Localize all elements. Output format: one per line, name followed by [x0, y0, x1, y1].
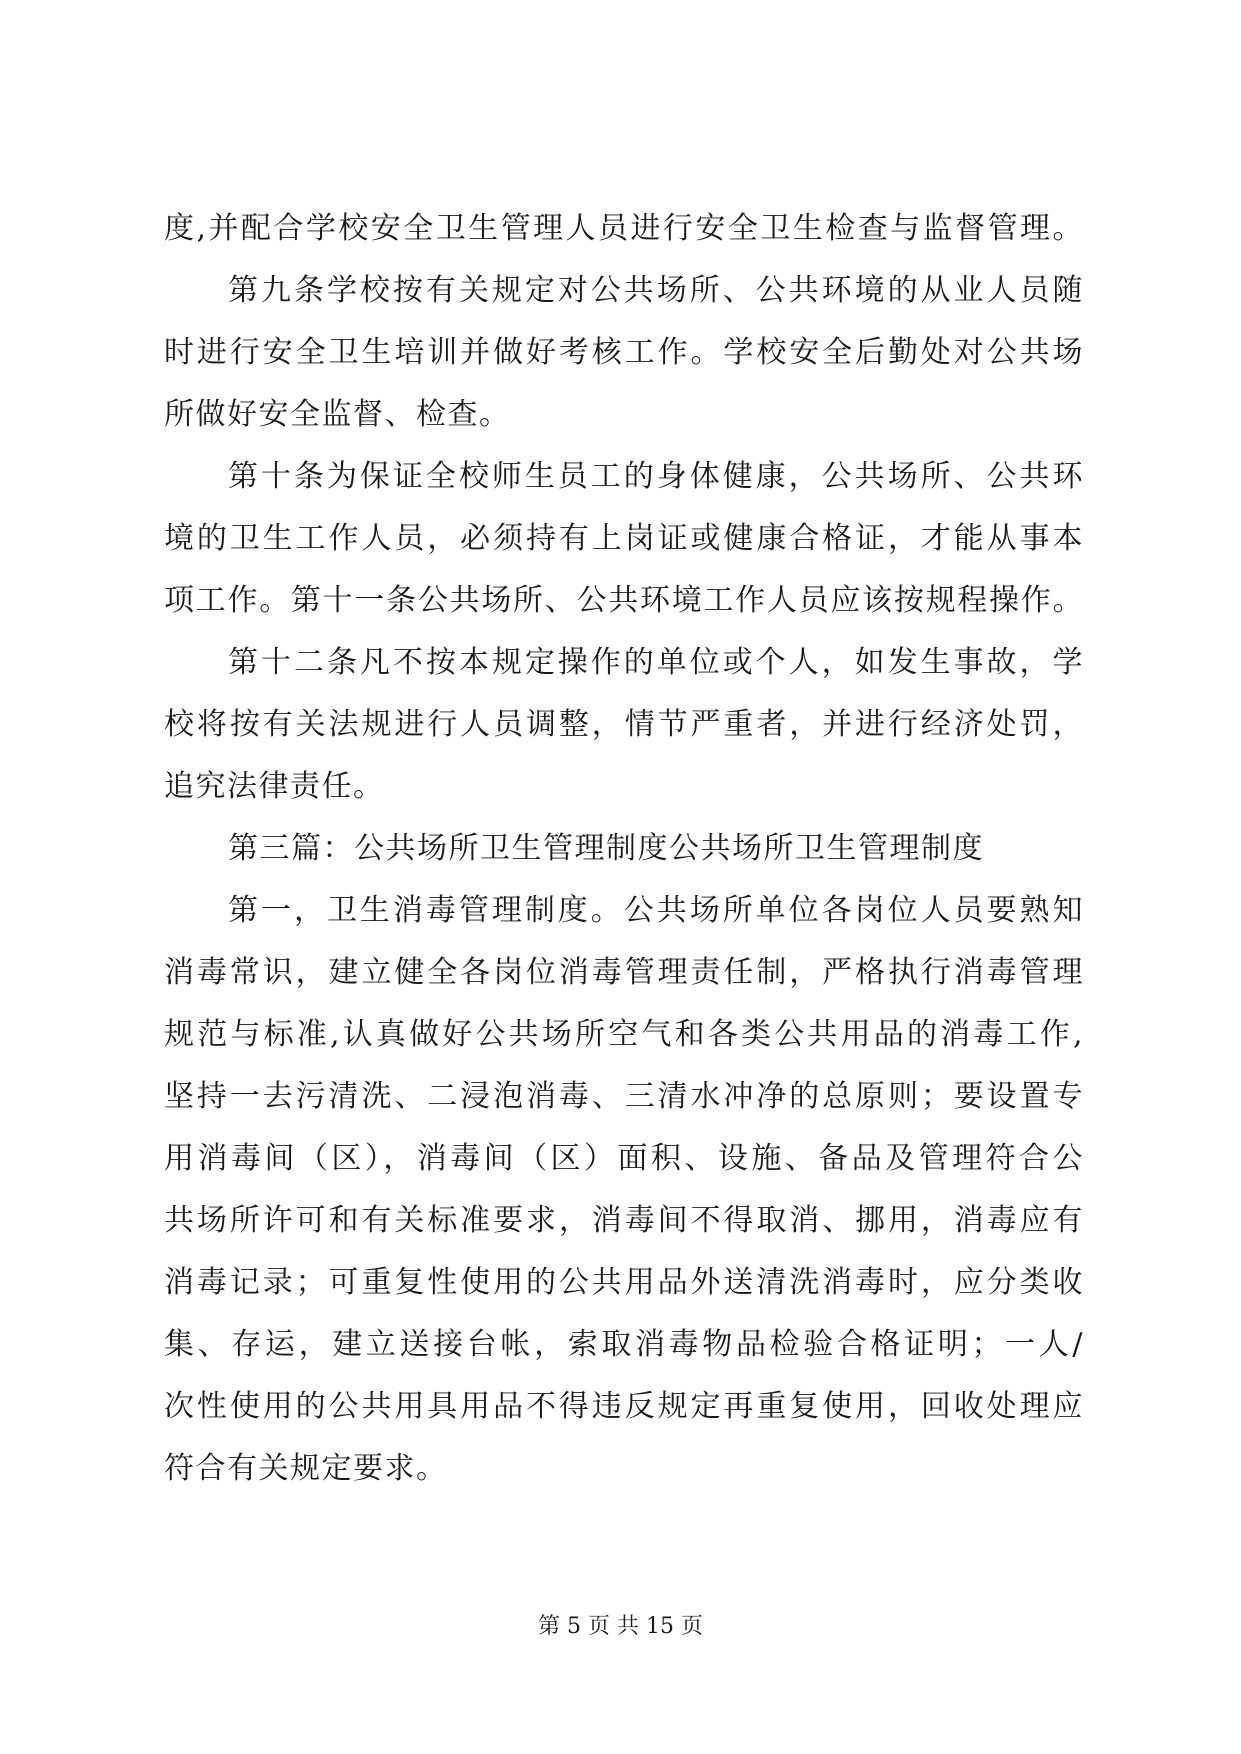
text-line: 所做好安全监督、检查。	[164, 397, 511, 432]
text-line: 规范与标准,认真做好公共场所空气和各类公共用品的消毒工作,	[164, 1017, 1084, 1052]
text-line: 消毒常识，建立健全各岗位消毒管理责任制，严格执行消毒管理	[164, 955, 1084, 990]
document-body	[164, 198, 1084, 1500]
text-line: 校将按有关法规进行人员调整，情节严重者，并进行经济处罚，	[164, 707, 1084, 742]
text-line: 用消毒间（区），消毒间（区）面积、设施、备品及管理符合公	[164, 1141, 1084, 1176]
text-line: 共场所许可和有关标准要求，消毒间不得取消、挪用，消毒应有	[164, 1203, 1084, 1238]
text-line: 追究法律责任。	[164, 769, 385, 804]
text-line: 集、存运，建立送接台帐，索取消毒物品检验合格证明；一人/	[164, 1327, 1084, 1362]
text-line: 第九条学校按有关规定对公共场所、公共环境的从业人员随	[228, 273, 1084, 308]
section-heading: 第三篇：公共场所卫生管理制度公共场所卫生管理制度	[228, 831, 984, 866]
text-line: 第十条为保证全校师生员工的身体健康，公共场所、公共环	[228, 459, 1084, 494]
text-line: 项工作。第十一条公共场所、公共环境工作人员应该按规程操作。	[164, 583, 1084, 618]
text-line: 境的卫生工作人员，必须持有上岗证或健康合格证，才能从事本	[164, 521, 1084, 556]
text-line: 第一，卫生消毒管理制度。公共场所单位各岗位人员要熟知	[228, 893, 1084, 928]
page-number-footer: 第 5 页 共 15 页	[538, 1614, 703, 1639]
text-line: 符合有关规定要求。	[164, 1451, 448, 1486]
text-line: 消毒记录；可重复性使用的公共用品外送清洗消毒时，应分类收	[164, 1265, 1084, 1300]
text-line: 时进行安全卫生培训并做好考核工作。学校安全后勤处对公共场	[164, 335, 1084, 370]
text-line: 第十二条凡不按本规定操作的单位或个人，如发生事故，学	[228, 645, 1084, 680]
text-line: 次性使用的公共用具用品不得违反规定再重复使用，回收处理应	[164, 1389, 1084, 1424]
text-line: 坚持一去污清洗、二浸泡消毒、三清水冲净的总原则；要设置专	[164, 1079, 1084, 1114]
text-line: 度,并配合学校安全卫生管理人员进行安全卫生检查与监督管理。	[164, 211, 1084, 246]
